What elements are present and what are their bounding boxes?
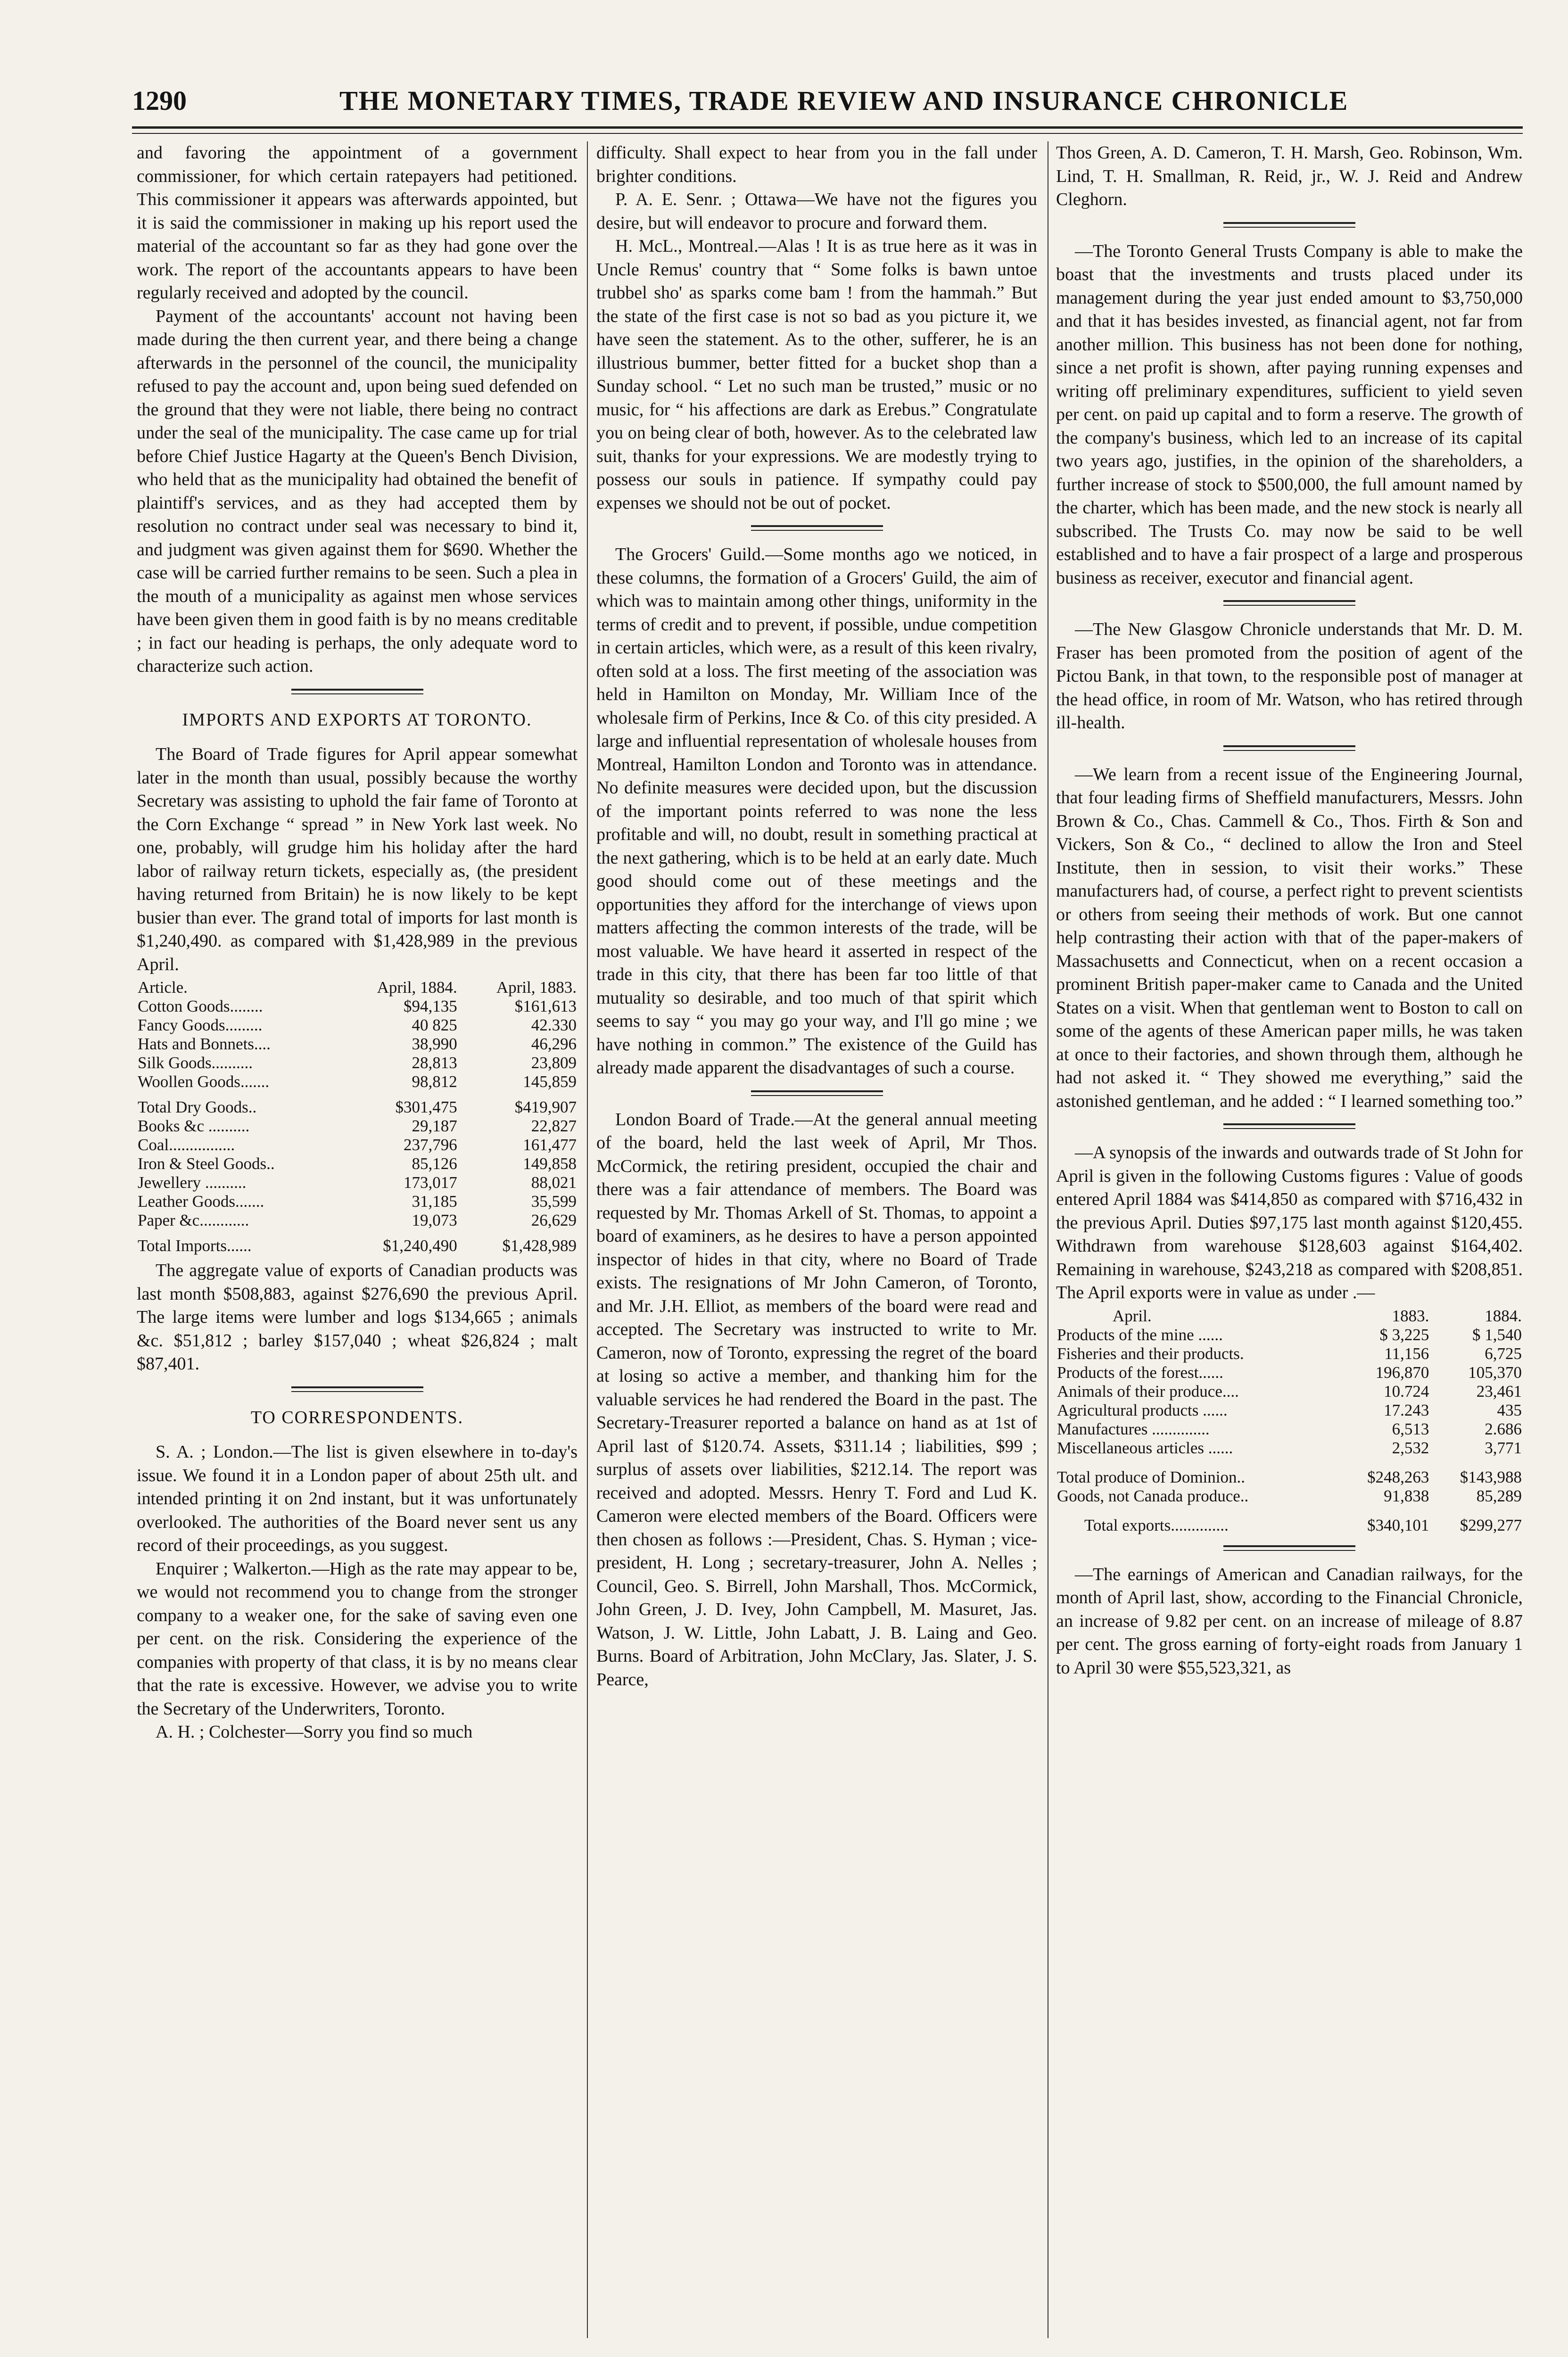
section-separator (1223, 1545, 1355, 1551)
table-row (137, 1136, 578, 1154)
table-header: April, 1883. (496, 978, 577, 997)
table-row (137, 1054, 578, 1072)
table-cell: $ 1,540 (1472, 1325, 1522, 1344)
table-row (137, 1154, 578, 1173)
table-cell: Cotton Goods........ (138, 997, 263, 1015)
table-row (137, 1173, 578, 1192)
table-cell: Fisheries and their products. (1057, 1344, 1244, 1363)
table-cell: Fancy Goods......... (138, 1016, 263, 1034)
table-cell: 196,870 (1375, 1363, 1429, 1382)
table-cell: 105,370 (1468, 1363, 1522, 1382)
table-cell: 28,813 (412, 1054, 457, 1072)
table-cell: 42.330 (531, 1016, 577, 1034)
section-separator (1223, 600, 1355, 606)
article-paragraph: —A synopsis of the inwards and outwards trade of St John for April is given in the following Customs figures : Value of goods entered April 1884 was $414,850 as compared with $716,432 in the previous April. Duties $97,175 last month against $120,455. Withdrawn from warehouse $128,603 against $164,402. Remaining in warehouse, $243,218 as compared with $208,851. The April exports were in value as under .— (1056, 1143, 1523, 1302)
table-cell: $94,135 (404, 997, 457, 1015)
table-cell: 88,021 (531, 1173, 577, 1192)
table-cell: 46,296 (531, 1035, 577, 1053)
table-row (137, 1192, 578, 1211)
section-separator (1223, 222, 1355, 228)
section-separator (1223, 745, 1355, 751)
section-heading: IMPORTS AND EXPORTS AT TORONTO. (182, 709, 532, 730)
section-heading: TO CORRESPONDENTS. (250, 1407, 464, 1427)
section-separator (291, 689, 423, 694)
table-header: April, 1884. (377, 978, 457, 997)
article-paragraph: The Board of Trade figures for April appear somewhat later in the month than usual, possibly because the worthy Secretary was assisting to uphold the fair fame of Toronto at the Corn Exchange “ spread ” in New York last week. No one, probably, will grudge him his holiday after the hard labor of railway return tickets, especially as, (the president having returned from Britain) he is now likely to be kept busier than ever. The grand total of imports for last month is $1,240,490. as compared with $1,428,989 in the previous April. (137, 744, 578, 974)
table-row (137, 1211, 578, 1230)
table-cell: $1,240,490 (383, 1236, 457, 1255)
table-cell: 173,017 (404, 1173, 457, 1192)
table-cell: 2.686 (1485, 1419, 1522, 1438)
article-paragraph: A. H. ; Colchester—Sorry you find so much (156, 1722, 473, 1742)
column-3 (1056, 141, 1523, 2338)
table-row (1056, 1344, 1523, 1363)
table-cell: $419,907 (514, 1098, 577, 1116)
table-row (1056, 1363, 1523, 1382)
table-cell: Leather Goods....... (138, 1192, 264, 1211)
column-1 (137, 141, 578, 2338)
article-paragraph: The Grocers' Guild.—Some months ago we noticed, in these columns, the formation of a Grocers' Guild, the aim of which was to maintain among other things, uniformity in the terms of credit and to prevent, if possible, undue competition in certain articles, which were, as a result of this keen rivalry, often sold at a loss. The first meeting of the association was held in Hamilton on Monday, Mr. William Ince of the wholesale firm of Perkins, Ince & Co. of this city presided. A large and influential representation of wholesale houses from Montreal, Hamilton London and Toronto was in attendance. No definite measures were decided upon, but the discussion of the important points referred to was none the less profitable and will, no doubt, result in something practical at the next gathering, which is to be held at an early date. Much good should come out of these meetings and the opportunities they afford for the interchange of views upon matters affecting the common interests of the trade, will be most valuable. We have heard it asserted in respect of the trade in this city, that there has been far too little of that mutuality so desirable, and too much of that spirit which seems to say “ you may go your way, and I'll go mine ; we have nothing in common.” The existence of the Guild has already made apparent the disadvantages of such a course. (596, 544, 1037, 1078)
table-cell: Goods, not Canada produce.. (1057, 1486, 1249, 1505)
article-paragraph: Enquirer ; Walkerton.—High as the rate may appear to be, we would not recommend you to change from the stronger company to a weaker one, for the sake of saving even one per cent. on the risk. Considering the experience of the companies with property of that class, it is by no means clear that the rate is excessive. However, we advise you to write the Secretary of the Underwriters, Toronto. (137, 1558, 578, 1719)
table-cell: $301,475 (395, 1098, 457, 1116)
table-cell: Miscellaneous articles ...... (1057, 1438, 1233, 1457)
running-title: THE MONETARY TIMES, TRADE REVIEW AND INSURANCE CHRONICLE (339, 85, 1349, 116)
table-cell: 145,859 (523, 1072, 577, 1091)
table-cell: 23,461 (1476, 1382, 1522, 1401)
table-cell: 85,126 (412, 1154, 457, 1173)
table-cell: 2,532 (1392, 1438, 1429, 1457)
table-cell: 23,809 (531, 1054, 577, 1072)
article-paragraph: —The earnings of American and Canadian railways, for the month of April last, show, according to the Financial Chronicle, an increase of 9.82 per cent. on an increase of mileage of 8.87 per cent. The gross earning of forty-eight roads from January 1 to April 30 were $55,523,321, as (1056, 1564, 1523, 1678)
table-cell: 19,073 (412, 1211, 457, 1229)
column-2 (596, 141, 1037, 2338)
table-cell: 435 (1497, 1401, 1522, 1419)
table-cell: Total Dry Goods.. (138, 1098, 257, 1116)
table-cell: $1,428,989 (502, 1236, 577, 1255)
article-paragraph: —The New Glasgow Chronicle understands that Mr. D. M. Fraser has been promoted from the position of agent of the Pictou Bank, in that town, to the responsible post of manager at the head office, in room of Mr. Watson, who has retired through ill-health. (1056, 619, 1523, 733)
table-cell: 40 825 (412, 1016, 457, 1034)
table-row (1056, 1487, 1523, 1506)
table-cell: Silk Goods.......... (138, 1054, 253, 1072)
section-separator (1223, 1123, 1355, 1129)
table-row (1056, 1439, 1523, 1458)
table-row (1056, 1420, 1523, 1439)
table-cell: Woollen Goods....... (138, 1072, 270, 1091)
table-cell: Hats and Bonnets.... (138, 1035, 271, 1053)
page-header (132, 80, 1509, 123)
article-paragraph: —The Toronto General Trusts Company is able to make the boast that the investments and trusts placed under its management during the year just ended amount to $3,750,000 and that it has besides invested, as financial agent, not far from another million. This business has not been done for nothing, since a net profit is shown, after paying running expenses and writing off preliminary expenditures, sufficient to yield seven per cent. on paid up capital and to form a reserve. The growth of the company's business, which led to an increase of its capital two years ago, justifies, in the opinion of the shareholders, a further increase of stock to $500,000, the full amount named by the charter, which has been made, and the new stock is nearly all subscribed. The Trusts Co. may now be said to be well established and to have a fair prospect of a large and prosperous business as receiver, executor and financial agent. (1056, 241, 1523, 588)
table-row (1056, 1401, 1523, 1420)
table-cell: Products of the mine ...... (1057, 1325, 1223, 1344)
table-cell: 38,990 (412, 1035, 457, 1053)
table-cell: 35,599 (531, 1192, 577, 1211)
article-paragraph: The aggregate value of exports of Canadian products was last month $508,883, against $276,690 the previous April. The large items were lumber and logs $134,665 ; animals &c. $51,812 ; barley $157,040 ; wheat $26,824 ; malt $87,401. (137, 1261, 578, 1374)
table-row (137, 1117, 578, 1136)
table-header: 1883. (1392, 1306, 1429, 1325)
header-rule-thin (132, 133, 1523, 134)
table-row (137, 1035, 578, 1054)
table-total-row (1056, 1506, 1523, 1535)
table-cell: 91,838 (1384, 1486, 1429, 1505)
table-row (137, 1072, 578, 1091)
article-paragraph: S. A. ; London.—The list is given elsewhere in to-day's issue. We found it in a London paper of about 25th ult. and intended printing it on 2nd instant, but it was unfortunately overlooked. The authorities of the Board never sent us any record of their proceedings, as you suggest. (137, 1442, 578, 1555)
article-paragraph: London Board of Trade.—At the general annual meeting of the board, held the last week of April, Mr Thos. McCormick, the retiring president, occupied the chair and there was a fair attendance of members. The Board was requested by Mr. Thomas Arkell of St. Thomas, to appoint a board of examiners, as he desires to have a person appointed inspector of hides in that city, where no Board of Trade exists. The resignations of Mr John Cameron, of Toronto, and Mr. J.H. Elliot, as members of the board were read and accepted. The Secretary was instructed to write to Mr. Cameron, now of Toronto, expressing the regret of the board at losing so active a member, and thanking him for the valuable services he had rendered the Board in the past. The Secretary-Treasurer reported a balance on hand as at 1st of April last of $120.74. Assets, $311.14 ; liabilities, $99 ; surplus of assets over liabilities, $212.14. The report was received and adopted. Messrs. Henry T. Ford and Lud K. Cameron were elected members of the Board. Officers were then chosen as follows :—President, Chas. S. Hyman ; vice-president, H. Long ; secretary-treasurer, John A. Nelles ; Council, Geo. S. Birrell, John Marshall, Thos. McCormick, John Green, J. D. Ivey, John Campbell, M. Masuret, Jas. Watson, J. W. Little, John Labatt, J. B. Laing and Geo. Burns. Board of Arbitration, John McClary, Jas. Slater, J. S. Pearce, (596, 1109, 1037, 1689)
exports-table (1056, 1307, 1523, 1535)
table-cell: 161,477 (523, 1136, 577, 1154)
table-cell: 98,812 (412, 1072, 457, 1091)
section-separator (291, 1386, 423, 1392)
article-paragraph: difficulty. Shall expect to hear from you in the fall under brighter conditions. (596, 143, 1037, 186)
table-cell: Products of the forest...... (1057, 1363, 1223, 1382)
article-paragraph: Thos Green, A. D. Cameron, T. H. Marsh, Geo. Robinson, Wm. Lind, T. H. Smallman, R. Reid, jr., W. J. Reid and Andrew Cleghorn. (1056, 143, 1523, 209)
table-row (1056, 1382, 1523, 1401)
table-cell: 6,725 (1485, 1344, 1522, 1363)
table-cell: 6,513 (1392, 1419, 1429, 1438)
table-row (137, 1016, 578, 1035)
header-rule (132, 126, 1523, 129)
table-cell: $161,613 (514, 997, 577, 1015)
table-cell: 85,289 (1476, 1486, 1522, 1505)
column-divider (587, 141, 588, 2338)
table-cell: $340,101 (1367, 1516, 1429, 1534)
section-separator (751, 525, 883, 531)
table-cell: 26,629 (531, 1211, 577, 1229)
table-cell: Books &c .......... (138, 1117, 250, 1135)
table-cell: Total exports.............. (1084, 1516, 1229, 1534)
table-cell: 10.724 (1384, 1382, 1429, 1401)
table-header: 1884. (1485, 1306, 1522, 1325)
table-cell: Agricultural products ...... (1057, 1401, 1228, 1419)
table-cell: 22,827 (531, 1117, 577, 1135)
table-total-row (137, 1230, 578, 1255)
table-cell: 31,185 (412, 1192, 457, 1211)
section-separator (751, 1090, 883, 1096)
article-paragraph: Payment of the accountants' account not having been made during the then current year, and there being a change afterwards in the personnel of the council, the municipality refused to pay the account and, upon being sued defended on the ground that they were not liable, there being no contract under the seal of the municipality. The case came up for trial before Chief Justice Hagarty at the Queen's Bench Division, who held that as the municipality had obtained the benefit of plaintiff's services, and as they had accepted them by resolution no contract under seal was necessary to bind it, and judgment was given against them for $690. Whether the case will be carried further remains to be seen. Such a plea in the mouth of a municipality as against men whose services have been given them in good faith is by no means creditable ; in fact our heading is perhaps, the only adequate word to characterize such action. (137, 306, 578, 676)
imports-table (137, 978, 578, 1255)
table-cell: 237,796 (404, 1136, 457, 1154)
table-cell: Total produce of Dominion.. (1057, 1467, 1245, 1486)
table-row (137, 997, 578, 1016)
table-total-row (137, 1091, 578, 1117)
table-cell: 29,187 (412, 1117, 457, 1135)
table-cell: Manufactures .............. (1057, 1419, 1210, 1438)
table-header: Article. (138, 978, 188, 997)
table-cell: 17.243 (1384, 1401, 1429, 1419)
table-cell: $299,277 (1460, 1516, 1522, 1534)
table-cell: Coal................ (138, 1136, 235, 1154)
table-header-row (137, 978, 578, 997)
table-cell: Animals of their produce.... (1057, 1382, 1239, 1401)
table-cell: 149,858 (523, 1154, 577, 1173)
article-paragraph: and favoring the appointment of a government commissioner, for which certain ratepayers had petitioned. This commissioner it appears was afterwards appointed, but it is said the commissioner in making up his report used the material of the accountant so far as they had gone over the work. The report of the accountants appears to have been regularly received and adopted by the council. (137, 143, 578, 303)
table-cell: $ 3,225 (1379, 1325, 1429, 1344)
article-paragraph: —We learn from a recent issue of the Engineering Journal, that four leading firms of Sheffield manufacturers, Messrs. John Brown & Co., Chas. Cammell & Co., Thos. Firth & Son and Vickers, Son & Co., “ declined to allow the Iron and Steel Institute, then in session, to visit their works.” These manufacturers had, of course, a perfect right to prevent scientists or others from seeing their methods of work. But one cannot help contrasting their action with that of the paper-makers of Massachusetts and Connecticut, when on a recent occasion a prominent British paper-maker came to Canada and the United States on a visit. When that gentleman went to Boston to call on some of the agents of these American paper mills, he was taken at once to their factories, and shown through them, although he had not asked it. “ They showed me everything,” said the astonished gentleman, and he added : “ I learned something too.” (1056, 764, 1523, 1111)
table-cell: Paper &c............ (138, 1211, 249, 1229)
table-cell: Total Imports...... (138, 1236, 252, 1255)
table-cell: 3,771 (1485, 1438, 1522, 1457)
article-paragraph: H. McL., Montreal.—Alas ! It is as true here as it was in Uncle Remus' country that “ Some folks is bawn untoe trubbel sho' as sparks come bam ! from the hammah.” But the state of the first case is not so bad as you picture it, we have seen the statement. As to the other, sufferer, he is an illustrious bummer, better fitted for a bucket shop than a Sunday school. “ Let no such man be trusted,” music or no music, for “ his affections are dark as Erebus.” Congratulate you on being clear of both, however. As to the celebrated law suit, thanks for your expressions. We are modestly trying to possess our souls in patience. If sympathy could pay expenses we should not be out of pocket. (596, 236, 1037, 513)
table-cell: $248,263 (1367, 1467, 1429, 1486)
article-paragraph: P. A. E. Senr. ; Ottawa—We have not the figures you desire, but will endeavor to procure and forward them. (596, 190, 1037, 233)
table-cell: 11,156 (1384, 1344, 1429, 1363)
table-cell: Iron & Steel Goods.. (138, 1154, 275, 1173)
page-number: 1290 (132, 85, 187, 116)
table-total-row (1056, 1458, 1523, 1487)
table-cell: $143,988 (1460, 1467, 1522, 1486)
table-cell: Jewellery .......... (138, 1173, 247, 1192)
table-row (1056, 1326, 1523, 1344)
table-header: April. (1113, 1306, 1152, 1325)
table-header-row (1056, 1307, 1523, 1326)
